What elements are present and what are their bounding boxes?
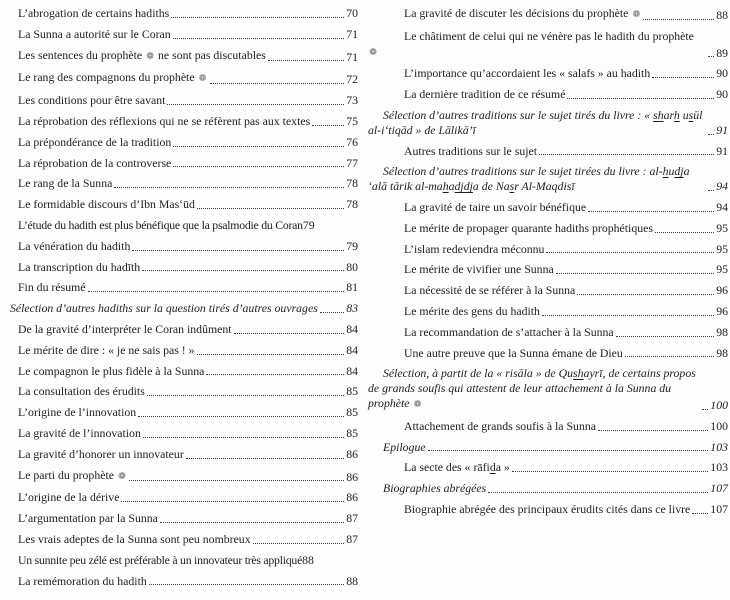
entry-title: La prépondérance de la tradition [18,134,172,149]
dot-leader [577,294,714,295]
page-number: 71 [346,26,358,41]
entry-title: La gravité de l’innovation [18,425,141,440]
page-number: 91 [716,143,728,158]
entry-title: L’origine de la dérive [18,490,120,505]
toc-section-heading [368,366,728,412]
page-number: 88 [716,8,728,22]
page-number: 94 [716,199,728,214]
page-number: 96 [716,303,728,318]
toc-entry [2,364,358,379]
toc-entry [2,280,358,295]
dot-leader [556,273,715,274]
toc-section-heading [368,108,728,138]
page-number: 70 [346,6,358,20]
entry-title: Le compagnon le plus fidèle à la Sunna [18,363,205,378]
page-number: 87 [346,531,358,546]
toc-entry [368,460,728,475]
entry-title: Le mérite de vivifier une Sunna [404,262,554,277]
toc-entry [2,156,358,171]
entry-title: Les sentences du prophète ❁ ne sont pas discutables [18,47,266,62]
page-number: 72 [346,72,358,87]
dot-leader [268,60,344,61]
toc-entry [368,66,728,81]
toc-entry [2,574,358,589]
page-number: 100 [710,397,728,412]
page-number: 84 [346,363,358,378]
entry-title: L’origine de l’innovation [18,405,137,420]
pbuh-symbol: ❁ [632,9,641,20]
entry-title: Sélection d’autres traditions sur le sujet tirés du livre : « sharh usūl al-i‘tiqād » de Lālikā’ī [368,107,703,137]
toc-entry [2,260,358,275]
dot-leader [197,354,345,355]
entry-title: La gravité de discuter les décisions du prophète ❁ [404,6,641,20]
page-number: 85 [346,384,358,399]
entry-title: Epilogue [383,439,426,454]
page-number: 98 [716,324,728,339]
page-number: 100 [710,418,728,433]
page-number: 95 [716,220,728,235]
page-number: 86 [346,446,358,461]
dot-leader [312,125,344,126]
dot-leader [149,584,344,585]
page-number: 87 [346,511,358,526]
dot-leader [708,134,714,135]
toc-entry [2,426,358,441]
entry-title: L’argumentation par la Sunna [18,511,158,526]
dot-leader [253,543,345,544]
page-number: 78 [346,197,358,212]
dot-leader [546,252,714,253]
entry-title: La Sunna a autorité sur le Coran [18,26,171,41]
toc-entry [2,70,358,87]
toc-entry [2,93,358,108]
dot-leader [616,336,715,337]
dot-leader [588,211,714,212]
entry-title: La réprobation des réflexions qui ne se réfèrent pas aux textes [18,113,311,128]
dot-leader [234,333,345,334]
toc-entry [2,48,358,65]
toc-entry [2,384,358,399]
entry-title: L’islam redeviendra méconnu [404,241,545,256]
entry-title: Sélection d’autres hadiths sur la question tirés d’autres ouvrages [10,301,318,316]
page-number: 90 [716,66,728,81]
page-number: 79 [346,238,358,253]
toc-section-heading [368,164,728,194]
entry-title: La transcription du hadīth [18,259,141,274]
dot-leader [512,471,708,472]
entry-title: L’étude du hadith est plus bénéfique que la psalmodie du Coran [18,217,303,232]
dot-leader [167,104,344,105]
toc-entry [368,6,728,23]
entry-title: La consultation des érudits [18,384,145,399]
entry-title: Le formidable discours d’Ibn Mas‘ūd [18,197,195,212]
toc-section-heading [2,301,358,316]
page-number: 91 [716,122,728,137]
page-number: 95 [716,241,728,256]
pbuh-symbol: ❁ [413,398,422,410]
page-number: 103 [710,460,728,475]
toc-entry [368,346,728,361]
entry-title: La gravité de taire un savoir bénéfique [404,199,587,214]
entry-title: Le mérite de dire : « je ne sais pas ! » [18,342,195,357]
toc-entry [368,221,728,236]
page-number: 98 [716,345,728,360]
dot-leader [160,522,344,523]
dot-leader [655,232,714,233]
entry-title: Un sunnite peu zélé est préférable à un innovateur très appliqué [18,552,303,567]
entry-title: Le rang des compagnons du prophète ❁ [18,70,207,85]
dot-leader [173,146,344,147]
toc-section-heading [368,481,728,496]
page-number: 88 [346,573,358,588]
toc-entry [2,468,358,485]
dot-leader [186,458,344,459]
entry-title: La réprobation de la controverse [18,155,172,170]
toc-entry [2,553,358,568]
toc-entry [2,447,358,462]
page-number: 88 [302,552,314,567]
entry-title: Biographie abrégée des principaux érudits cités dans ce livre [404,501,691,516]
toc-entry [368,304,728,319]
dot-leader [143,437,344,438]
toc-entry [2,197,358,212]
page-number: 78 [346,176,358,191]
entry-title: Autres traditions sur le sujet [404,143,538,158]
entry-title: Le châtiment de celui qui ne vénère pas le hadith du prophète ❁ [369,28,694,58]
entry-title: Le rang de la Sunna [18,176,113,191]
page-number: 80 [346,259,358,274]
toc-entry [2,532,358,547]
dot-leader [197,208,344,209]
toc-entry [368,200,728,215]
page-number: 86 [346,469,358,484]
page-number: 79 [302,217,315,232]
toc-entry [368,419,728,434]
page-number: 83 [346,301,358,316]
entry-title: La nécessité de se référer à la Sunna [404,283,576,298]
page-number: 85 [346,425,358,440]
dot-leader [598,430,708,431]
toc-left-column [2,6,358,600]
dot-leader [542,315,714,316]
page-number: 90 [716,87,728,102]
dot-leader [428,450,709,451]
page-number: 84 [346,342,358,357]
entry-title: La vénération du hadith [18,238,131,253]
dot-leader [692,513,708,514]
toc-entry [2,511,358,526]
entry-title: Une autre preuve que la Sunna émane de Dieu [404,345,623,360]
entry-title: Le mérite de propager quarante hadiths prophétiques [404,220,653,235]
entry-title: Biographies abrégées [383,481,487,496]
pbuh-symbol: ❁ [369,46,377,58]
toc-entry [368,144,728,159]
page-number: 95 [716,262,728,277]
toc-entry [2,218,358,233]
toc-entry [368,283,728,298]
entry-title: Sélection, à partit de la « risāla » de Qushayrī, de certains propos de grands soufis qui attestent de leur attachement à la Sunna du prophète ❁ [368,366,696,410]
toc-entry [2,176,358,191]
toc-right-column [368,6,728,600]
toc-entry [2,322,358,337]
toc-entry [368,242,728,257]
pbuh-symbol: ❁ [117,470,126,482]
dot-leader [114,187,344,188]
pbuh-symbol: ❁ [146,50,155,62]
pbuh-symbol: ❁ [198,73,207,85]
toc-entry [2,114,358,129]
dot-leader [708,190,714,191]
dot-leader [539,154,714,155]
dot-leader [142,270,344,271]
dot-leader [88,291,345,292]
entry-title: Le mérite des gens du hadith [404,303,540,318]
toc-entry [368,29,728,61]
toc-entry [368,262,728,277]
page-number: 107 [710,501,728,516]
dot-leader [567,98,714,99]
page-number: 71 [346,49,358,64]
page-number: 76 [346,134,358,149]
entry-title: De la gravité d’interpréter le Coran indûment [18,321,232,336]
entry-title: L’importance qu’accordaient les « salafs » au hadith [404,66,651,81]
dot-leader [210,83,345,84]
dot-leader [652,77,714,78]
entry-title: La recommandation de s’attacher à la Sunna [404,324,614,339]
toc-entry [2,239,358,254]
dot-leader [173,38,345,39]
entry-title: Sélection d’autres traditions sur le sujet tirées du livre : al-hudja ‘alā tārik al-mahadjdja de Nasr Al-Maqdisī [368,164,690,194]
dot-leader [320,312,344,313]
entry-title: Les conditions pour être savant [18,93,166,108]
entry-title: La dernière tradition de ce résumé [404,87,566,102]
page-number: 94 [716,179,728,194]
page-number: 89 [716,45,728,60]
entry-title: La remémoration du hadith [18,573,147,588]
dot-leader [129,480,344,481]
toc-entry [2,27,358,42]
page-number: 73 [346,93,358,108]
entry-title: La gravité d’honorer un innovateur [18,446,184,461]
dot-leader [173,166,344,167]
page-number: 75 [346,113,358,128]
page-number: 85 [346,405,358,420]
page-number: 107 [710,481,728,496]
dot-leader [708,56,714,57]
page-number: 103 [710,439,728,454]
toc-entry [2,490,358,505]
toc-entry [368,325,728,340]
page-number: 84 [346,321,358,336]
entry-title: L’abrogation de certains hadiths [18,6,170,20]
dot-leader [132,250,344,251]
dot-leader [147,395,344,396]
dot-leader [625,356,714,357]
entry-title: Les vrais adeptes de la Sunna sont peu nombreux [18,531,251,546]
toc-entry [2,343,358,358]
entry-title: Attachement de grands soufis à la Sunna [404,418,596,433]
page-number: 81 [346,280,358,295]
entry-title: Le parti du prophète ❁ [18,467,126,482]
page-number: 77 [346,155,358,170]
entry-title: Fin du résumé [18,280,86,295]
toc-entry [368,87,728,102]
dot-leader [643,19,714,20]
toc-entry [2,405,358,420]
dot-leader [206,374,344,375]
toc-section-heading [368,440,728,455]
toc-entry [368,502,728,517]
page-number: 86 [346,490,358,505]
page-number: 96 [716,283,728,298]
toc-entry [2,135,358,150]
entry-title: La secte des « rāfida » [404,460,510,475]
dot-leader [171,17,344,18]
dot-leader [138,416,344,417]
dot-leader [121,501,344,502]
dot-leader [702,409,708,410]
toc-entry [2,6,358,21]
dot-leader [488,492,708,493]
